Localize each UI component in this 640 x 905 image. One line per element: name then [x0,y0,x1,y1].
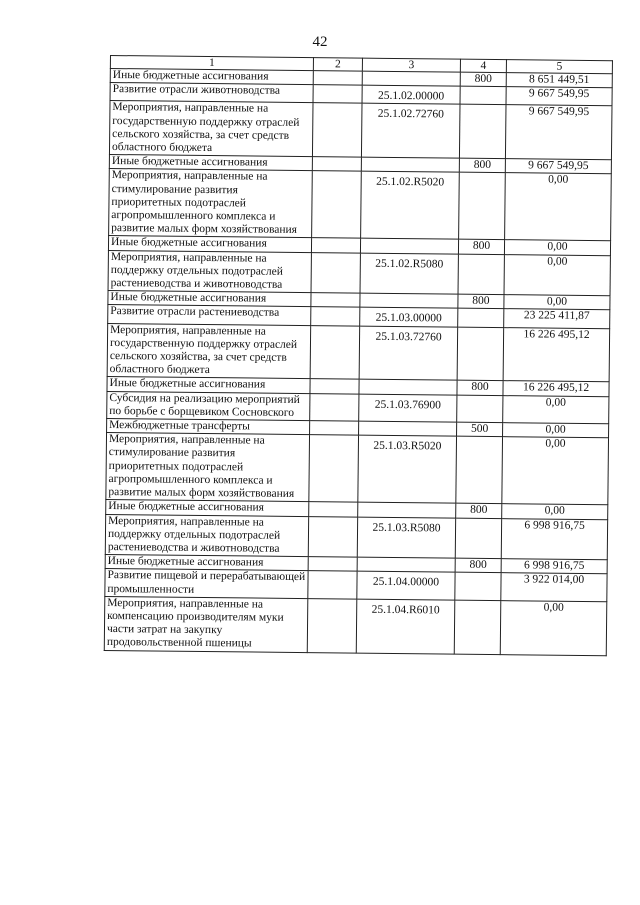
budget-table [104,55,613,656]
cell-amount: 0,00 [505,173,612,241]
cell-type: 800 [456,503,502,518]
cell-type [460,86,506,105]
cell-code: 25.1.03.76900 [359,394,457,422]
cell-type: 800 [459,158,505,173]
cell-name: Иные бюджетные ассигнования [108,291,311,307]
cell-amount: 6 998 916,75 [501,559,607,574]
header-col-1: 1 [110,56,313,71]
cell-code [357,557,455,572]
page-number: 42 [312,34,328,50]
cell-amount: 0,00 [502,437,609,505]
cell-col-2 [312,157,361,172]
cell-amount: 6 998 916,75 [501,518,607,560]
cell-amount: 8 651 449,51 [506,73,612,88]
cell-code: 25.1.04.00000 [357,571,455,599]
cell-code: 25.1.03.R5020 [358,435,457,503]
cell-amount: 16 226 495,12 [503,327,610,382]
cell-col-2 [313,71,362,86]
cell-col-2 [309,502,358,517]
cell-col-2 [311,293,360,308]
cell-col-2 [310,393,359,421]
cell-col-2 [312,171,362,239]
cell-col-2 [312,103,362,157]
cell-code: 25.1.03.72760 [359,326,458,381]
cell-type [455,572,501,600]
header-col-2: 2 [313,58,362,72]
cell-col-2 [311,307,360,326]
cell-name: Иные бюджетные ассигнования [106,500,309,516]
table-row [106,433,609,505]
cell-code: 25.1.02.72760 [361,104,460,159]
cell-amount: 23 225 411,87 [504,309,610,328]
header-col-4: 4 [460,59,506,72]
cell-amount: 0,00 [503,395,609,424]
cell-code [359,421,457,436]
cell-code: 25.1.02.R5080 [360,253,458,295]
cell-name: Развитие отрасли животноводства [110,83,313,103]
cell-code [362,71,460,86]
cell-name: Межбюджетные трансферты [107,419,310,435]
cell-name: Мероприятия, направленные на поддержку отдельных подотраслей растениеводства и животноводства [105,514,308,557]
header-col-5: 5 [506,60,612,74]
cell-code [359,380,457,395]
cell-amount: 3 922 014,00 [501,573,607,602]
cell-code: 25.1.04.R6010 [356,599,455,654]
cell-col-2 [307,598,357,652]
cell-amount: 0,00 [504,240,610,255]
cell-amount: 0,00 [504,295,610,310]
cell-col-2 [310,325,360,379]
cell-amount: 9 667 549,95 [505,105,612,160]
cell-name: Мероприятия, направленные на государственную поддержку отраслей сельского хозяйства, за счет средств областного бюджета [109,101,313,157]
cell-code: 25.1.03.00000 [360,308,458,327]
cell-name: Мероприятия, направленные на стимулирование развития приоритетных подотраслей агропромышленного комплекса и развитие малых форм хозяйствования [106,433,310,502]
cell-type: 800 [458,240,504,255]
cell-code: 25.1.03.R5080 [357,517,455,559]
cell-name: Иные бюджетные ассигнования [109,155,312,171]
cell-code: 25.1.02.00000 [362,85,460,104]
cell-type [457,395,503,423]
cell-type [457,327,504,381]
cell-code [360,239,458,254]
cell-code [361,157,459,172]
cell-col-2 [308,557,357,572]
cell-amount: 9 667 549,95 [505,159,611,174]
cell-col-2 [310,379,359,394]
cell-name: Иные бюджетные ассигнования [107,377,310,393]
cell-type [458,309,504,328]
cell-col-2 [310,421,359,436]
cell-col-2 [308,516,357,557]
cell-amount: 0,00 [502,504,608,519]
table-row [109,169,612,241]
cell-code [360,293,458,308]
cell-type [459,173,506,240]
cell-code: 25.1.02.R5020 [361,172,460,240]
cell-name: Развитие пищевой и перерабатывающей промышленности [105,569,308,599]
table-row [105,514,607,560]
cell-type [459,105,506,159]
cell-type [454,600,501,654]
cell-name: Мероприятия, направленные на государственную поддержку отраслей сельского хозяйства, за счет средств областного бюджета [107,323,311,379]
cell-name: Развитие отрасли растениеводства [108,305,311,325]
cell-col-2 [308,571,357,599]
cell-name: Мероприятия, направленные на стимулирование развития приоритетных подотраслей агропромышленного комплекса и развитие малых форм хозяйствования [109,169,313,238]
cell-type: 800 [458,294,504,309]
table-body [104,69,612,656]
cell-type: 800 [460,72,506,87]
cell-name: Иные бюджетные ассигнования [105,555,308,571]
cell-col-2 [311,252,360,293]
cell-col-2 [309,435,359,503]
cell-name: Мероприятия, направленные на поддержку отдельных подотраслей растениеводства и животноводства [108,250,311,293]
table-row [108,250,610,296]
cell-type [458,254,504,295]
cell-amount: 0,00 [503,423,609,438]
cell-amount: 0,00 [504,254,610,296]
cell-name: Субсидия на реализацию мероприятий по борьбе с борщевиком Сосновского [107,391,310,421]
cell-col-2 [313,85,362,104]
cell-type [455,518,501,559]
cell-col-2 [311,238,360,253]
cell-amount: 0,00 [500,600,607,655]
cell-type: 800 [457,381,503,396]
cell-code [358,502,456,517]
cell-type [456,436,503,503]
cell-name: Мероприятия, направленные на компенсацию производителям муки части затрат на закупку продовольственной пшеницы [104,596,308,652]
cell-name: Иные бюджетные ассигнования [110,69,313,85]
cell-name: Иные бюджетные ассигнования [108,236,311,252]
cell-type: 800 [455,558,501,573]
cell-type: 500 [457,422,503,437]
cell-amount: 9 667 549,95 [506,87,612,106]
table-row [104,596,607,655]
cell-amount: 16 226 495,12 [503,381,609,396]
header-col-3: 3 [362,58,460,72]
table-row [107,323,610,382]
table-row [109,101,612,160]
